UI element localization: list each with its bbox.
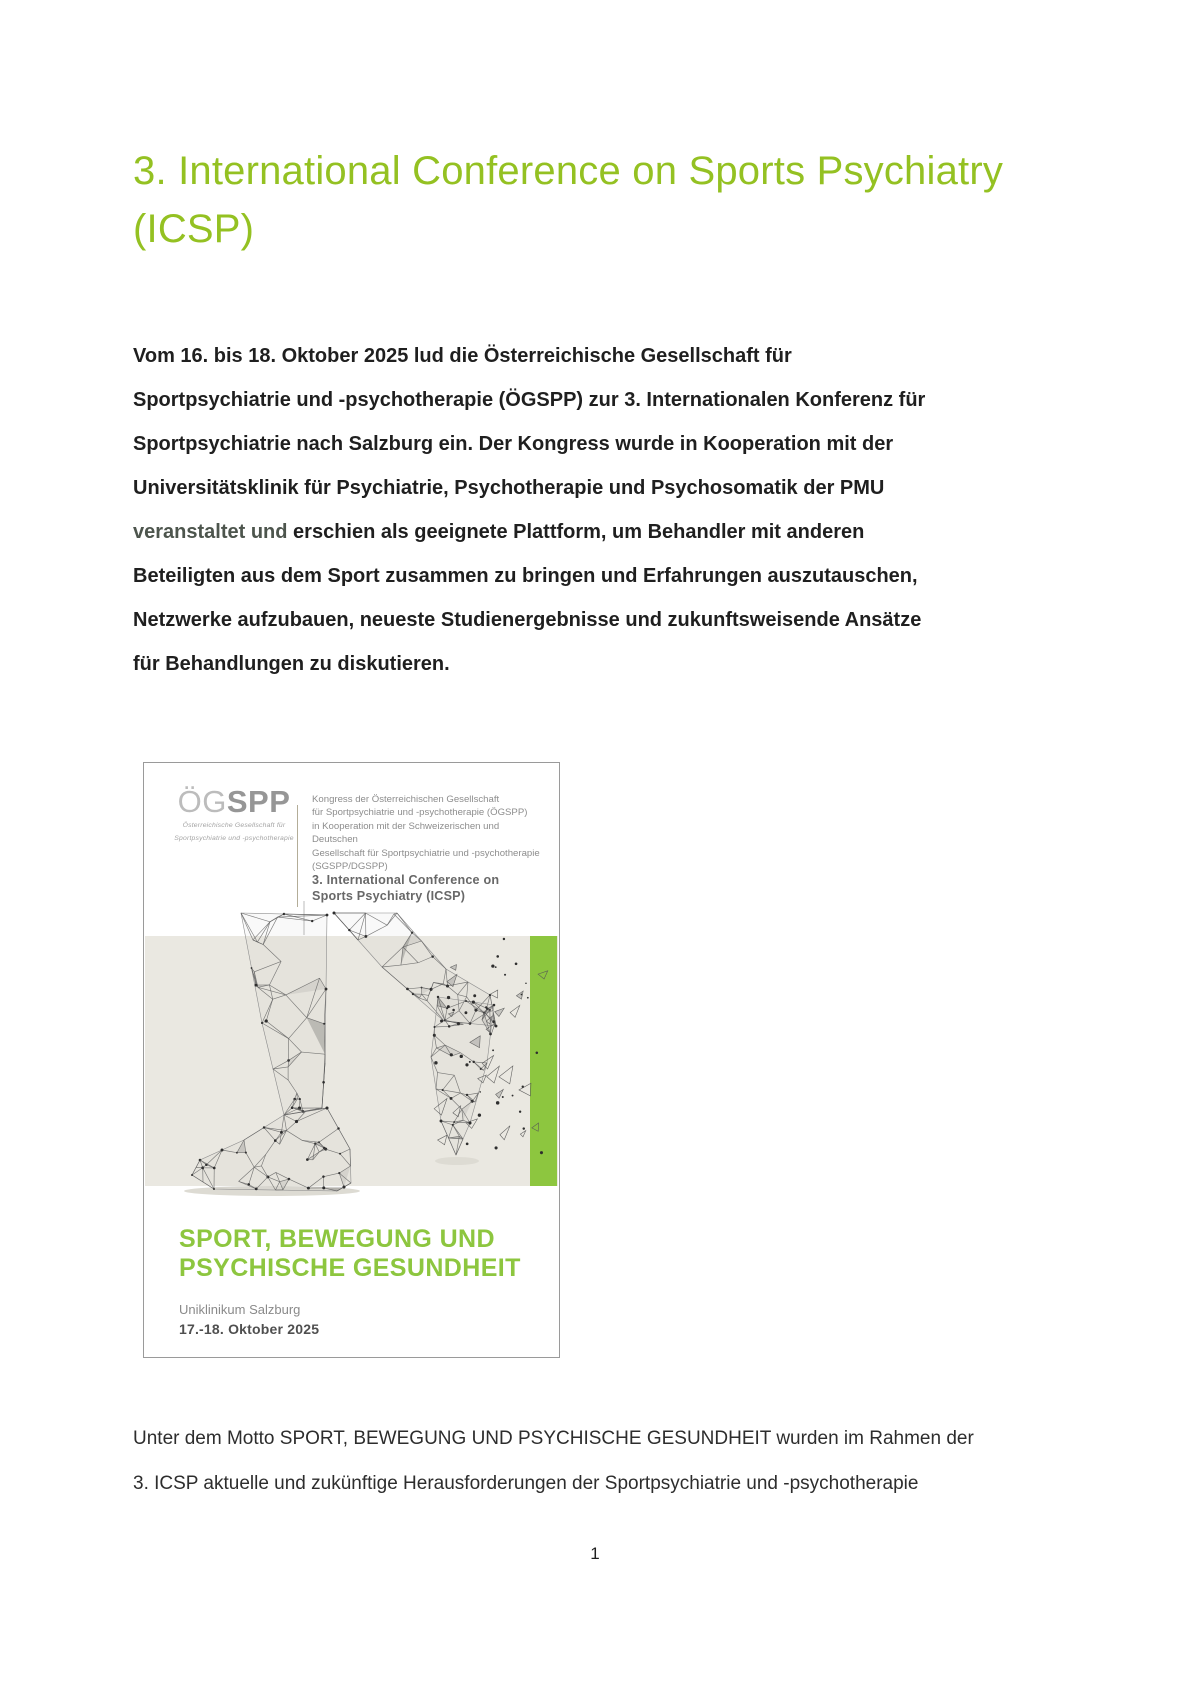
poster-motto-line: SPORT, BEWEGUNG UND — [179, 1225, 495, 1253]
poster-motto — [179, 1225, 539, 1283]
text-line: Vom 16. bis 18. Oktober 2025 lud die Österreichische Gesellschaft für — [133, 345, 792, 367]
poster-motto-line: PSYCHISCHE GESUNDHEIT — [179, 1254, 521, 1282]
poster-venue: Uniklinikum Salzburg — [179, 1302, 301, 1317]
poster-green-bar — [530, 936, 557, 1186]
text-line: Beteiligten aus dem Sport zusammen zu bringen und Erfahrungen auszutauschen, — [133, 565, 918, 587]
text-line: Netzwerke aufzubauen, neueste Studienergebnisse und zukunftsweisende Ansätze — [133, 609, 922, 631]
text-line: Sportpsychiatrie und -psychotherapie (ÖGSPP) zur 3. Internationalen Konferenz für — [133, 389, 926, 411]
poster-conference-title-line: Sports Psychiatry (ICSP) — [312, 888, 466, 903]
text-line: Universitätsklinik für Psychiatrie, Psychotherapie und Psychosomatik der PMU — [133, 477, 885, 499]
conference-poster — [143, 762, 560, 1358]
text-line: Sportpsychiatrie nach Salzburg ein. Der Kongress wurde in Kooperation mit der — [133, 433, 894, 455]
text-line: veranstaltet und erschien als geeignete Plattform, um Behandler mit anderen — [133, 521, 865, 543]
text-line: Kongress der Österreichischen Gesellschaft — [312, 794, 500, 805]
text-line: Gesellschaft für Sportpsychiatrie und -psychotherapie — [312, 847, 540, 859]
poster-conference-title-line: 3. International Conference on — [312, 873, 500, 887]
ogspp-logo — [166, 785, 302, 845]
text-line: 3. ICSP aktuelle und zukünftige Herausforderungen der Sportpsychiatrie und -psychotherapie — [133, 1473, 919, 1494]
text-line: in Kooperation mit der Schweizerischen und Deutschen — [312, 820, 500, 846]
poster-divider-line — [297, 805, 298, 907]
text-line: für Behandlungen zu diskutieren. — [133, 653, 450, 675]
poster-conference-title — [312, 873, 547, 904]
closing-paragraph — [133, 1416, 1153, 1506]
text-line: Unter dem Motto SPORT, BEWEGUNG UND PSYCHISCHE GESUNDHEIT wurden im Rahmen der — [133, 1428, 974, 1449]
ogspp-logo-subtitle: Sportpsychiatrie und -psychotherapie — [174, 835, 294, 842]
ogspp-logo-subtitle: Österreichische Gesellschaft für — [182, 822, 286, 829]
text-line: (SGSPP/DGSPP) — [312, 861, 388, 873]
text-line: für Sportpsychiatrie und -psychotherapie (ÖGSPP) — [312, 807, 528, 819]
intro-paragraph — [133, 334, 1153, 686]
page-number: 1 — [590, 1544, 600, 1563]
ogspp-logo-wordmark: ÖGSPP — [177, 784, 291, 819]
poster-dates: 17.-18. Oktober 2025 — [179, 1321, 320, 1337]
page-title: 3. International Conference on Sports Psychiatry (ICSP) — [133, 149, 1004, 251]
shadow-right-foot — [435, 1157, 479, 1165]
poster-organizer-text — [312, 793, 547, 873]
